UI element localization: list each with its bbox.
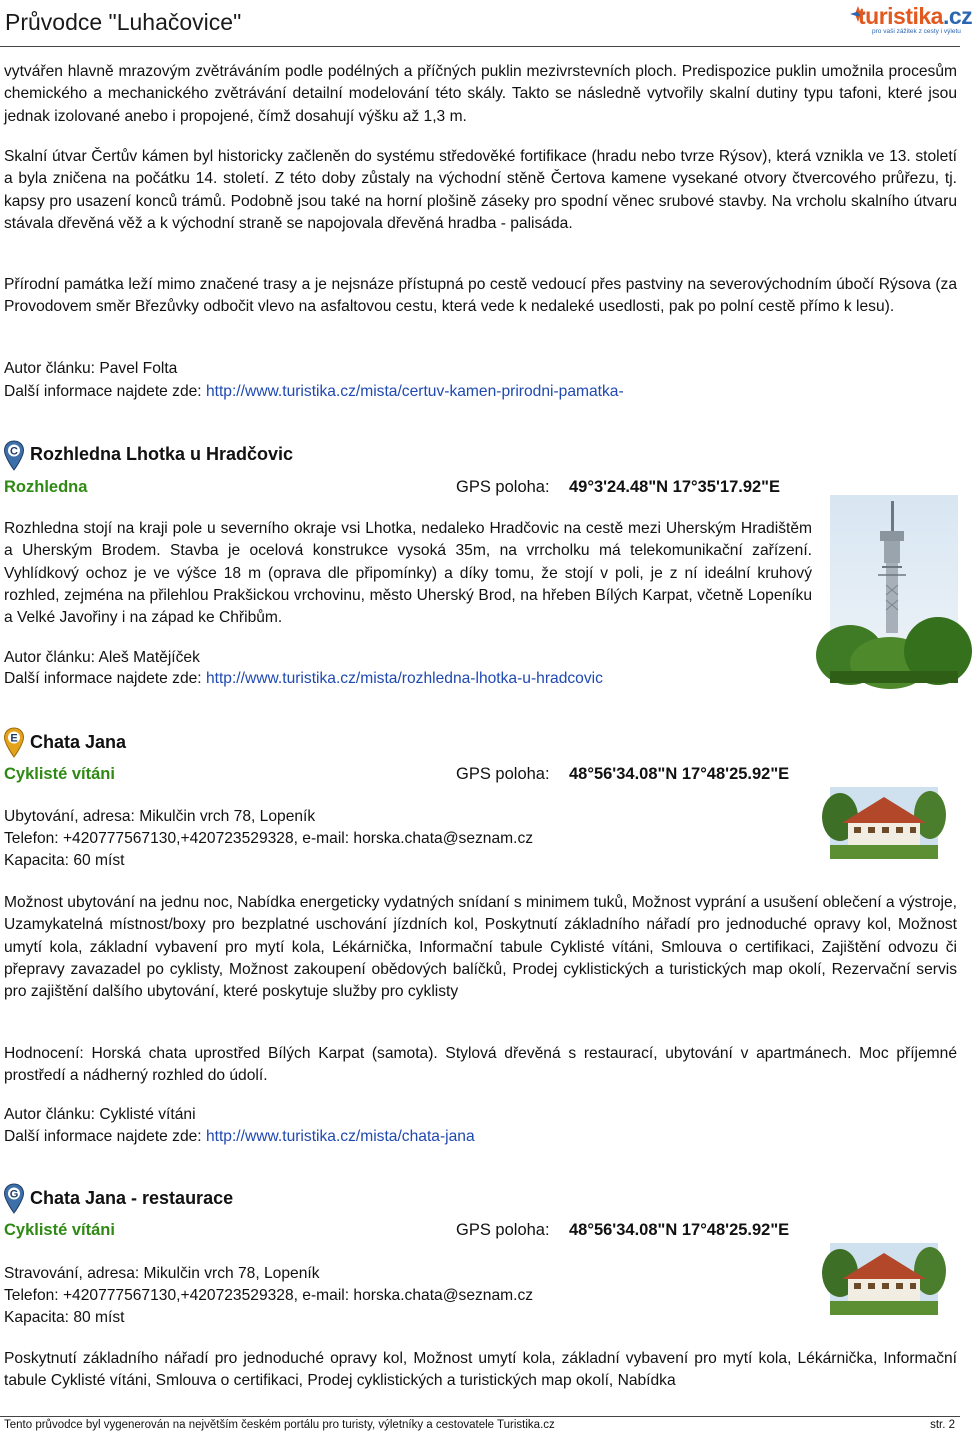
item-dining: Stravování, adresa: Mikulčin vrch 78, Lopeník bbox=[4, 1265, 320, 1282]
intro-paragraph-3: Přírodní památka leží mimo značené trasy a je nejsnáze přístupná po cestě vedoucí přes pastviny na severovýchodním úbočí Rýsova (za Provodovem směr Březůvky odbočit vlevo na asfaltovou cestu, která vede k nedaleké usedlosti, pak po polní cestě přímo k lesu). bbox=[4, 276, 957, 316]
item-title: Chata Jana - restaurace bbox=[30, 1188, 234, 1208]
item-accommodation: Ubytování, adresa: Mikulčin vrch 78, Lopeník bbox=[4, 808, 316, 825]
item-more-info bbox=[4, 668, 603, 690]
gps-value: 49°3'24.48"N 17°35'17.92"E bbox=[569, 478, 781, 496]
item-capacity: Kapacita: 80 míst bbox=[4, 1309, 125, 1326]
intro-more-info bbox=[4, 381, 624, 403]
gps-value: 48°56'34.08"N 17°48'25.92"E bbox=[569, 765, 790, 783]
svg-text:G: G bbox=[9, 1188, 19, 1201]
gps-label: GPS poloha: bbox=[456, 765, 550, 783]
item-title: Chata Jana bbox=[30, 732, 127, 752]
more-info-label: Další informace najdete zde: bbox=[4, 670, 202, 687]
item-services: Poskytnutí základního nářadí pro jednoduché opravy kol, Možnost umytí kola, základní vybavení pro mytí kola, Lékárnička, Informační tabule Cyklisté vítáni, Smlouva o certifikaci, Prodej cyklistických a turistických map okolí, Nabídka bbox=[4, 1350, 957, 1390]
more-info-link[interactable]: http://www.turistika.cz/mista/certuv-kamen-prirodni-pamatka- bbox=[205, 383, 624, 400]
lookout-tower-photo bbox=[830, 495, 958, 683]
turistika-logo[interactable] bbox=[848, 3, 972, 41]
header-divider bbox=[0, 46, 960, 47]
more-info-label: Další informace najdete zde: bbox=[4, 383, 202, 400]
logo-wordmark: turistika.cz bbox=[858, 3, 972, 29]
page-number: str. 2 bbox=[930, 1419, 955, 1431]
map-pin-e-icon bbox=[3, 727, 25, 759]
more-info-link[interactable]: http://www.turistika.cz/mista/chata-jana bbox=[205, 1128, 475, 1145]
item-title: Rozhledna Lhotka u Hradčovic bbox=[30, 444, 294, 464]
intro-author: Autor článku: Pavel Folta bbox=[4, 360, 178, 377]
map-pin-c-icon bbox=[3, 440, 25, 472]
item-rating: Hodnocení: Horská chata uprostřed Bílých Karpat (samota). Stylová dřevěná s restaurací, ubytování v apartmánech. Moc příjemné prostředí a nádherný rozhled do údolí. bbox=[4, 1045, 957, 1085]
item-author: Autor článku: Aleš Matějíček bbox=[4, 649, 200, 666]
map-pin-g-icon bbox=[3, 1183, 25, 1215]
item-category: Rozhledna bbox=[4, 478, 88, 496]
page-header bbox=[0, 0, 972, 46]
item-capacity: Kapacita: 60 míst bbox=[4, 852, 125, 869]
item-more-info bbox=[4, 1126, 475, 1148]
footer-note: Tento průvodce byl vygenerován na největším českém portálu pro turisty, výletníky a cestovatele Turistika.cz bbox=[4, 1419, 555, 1431]
gps-value: 48°56'34.08"N 17°48'25.92"E bbox=[569, 1221, 790, 1239]
mountain-chalet-photo bbox=[830, 787, 938, 859]
logo-slogan: pro vaši zážitek z cesty i výletu bbox=[872, 28, 961, 35]
intro-paragraph-1: vytvářen hlavně mrazovým zvětráváním podle podélných a příčných puklin mezivrstevních ploch. Predispozice puklin umožnila procesům chemického a mechanického zvětrávání detailní modelování této skály. Takto se následně vytvořily skalní dutiny typu tafoni, které jsou jednak izolované anebo i propojené, čímž dosahují výšku až 1,3 m. bbox=[4, 63, 957, 125]
gps-label: GPS poloha: bbox=[456, 478, 550, 496]
svg-text:E: E bbox=[10, 732, 18, 745]
item-author: Autor článku: Cyklisté vítáni bbox=[4, 1106, 196, 1123]
more-info-label: Další informace najdete zde: bbox=[4, 1128, 202, 1145]
more-info-link[interactable]: http://www.turistika.cz/mista/rozhledna-lhotka-u-hradcovic bbox=[205, 670, 603, 687]
footer-divider bbox=[0, 1416, 960, 1417]
item-category: Cyklisté vítáni bbox=[4, 1221, 115, 1239]
mountain-chalet-photo bbox=[830, 1243, 938, 1315]
item-category: Cyklisté vítáni bbox=[4, 765, 115, 783]
intro-paragraph-2: Skalní útvar Čertův kámen byl historicky začleněn do systému středověké fortifikace (hradu nebo tvrze Rýsov), která vznikla ve 13. století a byla zničena na počátku 14. století. Z této doby zůstaly na východní stěně Čertova kamene vysekané otvory čtvercového průřezu, tj. kapsy pro usazení konců trámů. Podobně jsou také na horní plošině záseky pro spodní věnec srubové stavby. Na vrcholu skalního útvaru stávala dřevěná věž a k východní straně se napojovala dřevěná hradba - palisáda. bbox=[4, 148, 957, 232]
item-contact: Telefon: +420777567130,+420723529328, e-mail: horska.chata@seznam.cz bbox=[4, 830, 534, 847]
item-contact: Telefon: +420777567130,+420723529328, e-mail: horska.chata@seznam.cz bbox=[4, 1287, 534, 1304]
page-title: Průvodce "Luhačovice" bbox=[5, 9, 242, 35]
item-description: Rozhledna stojí na kraji pole u severního okraje vsi Lhotka, nedaleko Hradčovic na cestě mezi Uherským Hradištěm a Uherským Brodem. Stavba je ocelová konstrukce vysoká 35m, na vrrcholku má telekomunikační zařízení. Vyhlídkový ochoz je ve výšce 18 m (oprava dle připomínky) a díky tomu, že stojí v poli, je z ní ideální kruhový rozhled, zejména na přilehlou Prakšickou vrchovinu, město Uherský Brod, na hřeben Bílých Karpat, včetně Lopeníku a Velké Javořiny i na západ ke Chřibům. bbox=[4, 520, 812, 627]
item-services: Možnost ubytování na jednu noc, Nabídka energeticky vydatných snídaní s minimem tuků, Možnost vyprání a usušení oblečení a výstroje, Uzamykatelná místnost/boxy pro bezplatné uschování jízdních kol, Poskytnutí základního nářadí pro jednoduché opravy kol, Možnost umytí kola, základní vybavení pro mytí kola, Lékárnička, Informační tabule Cyklisté vítáni, Smlouva o certifikaci, Zajištění odvozu či přepravy zavazadel po cyklisty, Možnost zakoupení obědových balíčků, Prodej cyklistických a turistických map okolí, Rezervační servis pro zajištění dalšího ubytování, které poskytuje služby pro cyklisty bbox=[4, 894, 957, 1001]
svg-text:C: C bbox=[10, 445, 18, 458]
gps-label: GPS poloha: bbox=[456, 1221, 550, 1239]
